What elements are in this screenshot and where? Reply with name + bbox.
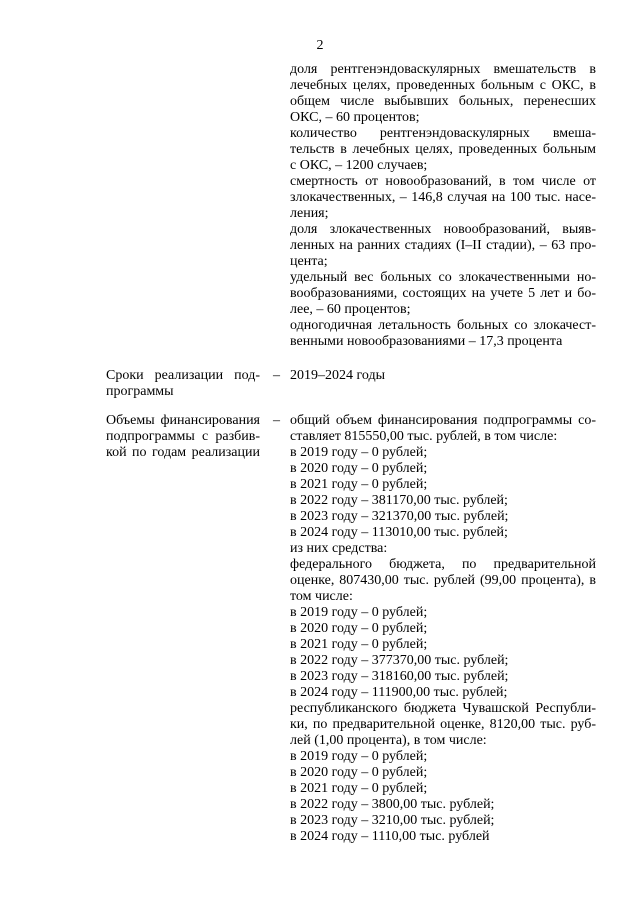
- indicator-line: одногодичная летальность больных со злокачест-: [290, 318, 596, 333]
- financing-label-line: кой по годам реализации: [106, 445, 260, 460]
- financing-line: в 2019 году – 0 рублей;: [290, 749, 428, 764]
- financing-line: в 2022 году – 377370,00 тыс. рублей;: [290, 653, 509, 668]
- financing-line: в 2022 году – 381170,00 тыс. рублей;: [290, 493, 508, 508]
- indicator-line: злокачественных, – 146,8 случая на 100 тыс. насе-: [290, 190, 596, 205]
- financing-line: в 2021 году – 0 рублей;: [290, 477, 428, 492]
- financing-line: в 2023 году – 3210,00 тыс. рублей;: [290, 813, 495, 828]
- financing-line: в 2020 году – 0 рублей;: [290, 765, 428, 780]
- financing-line: в 2020 году – 0 рублей;: [290, 461, 428, 476]
- financing-line: федерального бюджета, по предварительной: [290, 557, 596, 572]
- indicator-line: вообразованиями, состоящих на учете 5 лет и бо-: [290, 286, 596, 301]
- financing-line: из них средства:: [290, 541, 388, 556]
- financing-line: ки, по предварительной оценке, 8120,00 тыс. руб-: [290, 717, 596, 732]
- indicator-line: ления;: [290, 206, 329, 221]
- financing-line: в 2024 году – 113010,00 тыс. рублей;: [290, 525, 508, 540]
- indicator-line: венными новообразованиями – 17,3 процента: [290, 334, 563, 349]
- financing-line: общий объем финансирования подпрограммы со-: [290, 413, 596, 428]
- financing-line: в 2020 году – 0 рублей;: [290, 621, 428, 636]
- page-number: 2: [316, 38, 324, 53]
- financing-line: в 2021 году – 0 рублей;: [290, 781, 428, 796]
- terms-label-line: Сроки реализации под-: [106, 368, 260, 383]
- indicator-line: смертность от новообразований, в том числе от: [290, 174, 596, 189]
- financing-line: лей (1,00 процента), в том числе:: [290, 733, 487, 748]
- financing-line: ставляет 815550,00 тыс. рублей, в том числе:: [290, 429, 558, 444]
- financing-line: в 2019 году – 0 рублей;: [290, 445, 428, 460]
- financing-line: в 2023 году – 321370,00 тыс. рублей;: [290, 509, 509, 524]
- terms-label-line: программы: [106, 384, 174, 399]
- indicator-line: доля злокачественных новообразований, выяв-: [290, 222, 596, 237]
- financing-line: республиканского бюджета Чувашской Республи-: [290, 701, 596, 716]
- financing-line: в 2021 году – 0 рублей;: [290, 637, 428, 652]
- indicator-line: общем числе выбывших больных, перенесших: [290, 94, 596, 109]
- financing-line: в 2019 году – 0 рублей;: [290, 605, 428, 620]
- financing-line: оценке, 807430,00 тыс. рублей (99,00 процента), в: [290, 573, 596, 588]
- terms-value: 2019–2024 годы: [290, 368, 386, 383]
- indicator-line: тельств в лечебных целях, проведенных больным: [290, 142, 596, 157]
- indicator-line: ОКС, – 60 процентов;: [290, 110, 420, 125]
- indicator-line: ленных на ранних стадиях (I–II стадии), – 63 про-: [290, 238, 596, 253]
- indicator-line: доля рентгенэндоваскулярных вмешательств в: [290, 62, 596, 77]
- financing-line: в 2023 году – 318160,00 тыс. рублей;: [290, 669, 509, 684]
- terms-dash: –: [273, 368, 280, 383]
- indicator-line: лее, – 60 процентов;: [290, 302, 411, 317]
- indicator-line: с ОКС, – 1200 случаев;: [290, 158, 428, 173]
- financing-line: в 2024 году – 1110,00 тыс. рублей: [290, 829, 490, 844]
- financing-line: том числе:: [290, 589, 353, 604]
- financing-line: в 2024 году – 111900,00 тыс. рублей;: [290, 685, 508, 700]
- indicator-line: цента;: [290, 254, 328, 269]
- indicator-line: лечебных целях, проведенных больным с ОКС, в: [290, 78, 596, 93]
- indicator-line: количество рентгенэндоваскулярных вмеша-: [290, 126, 596, 141]
- financing-line: в 2022 году – 3800,00 тыс. рублей;: [290, 797, 495, 812]
- financing-label-line: Объемы финансирования: [106, 413, 260, 428]
- indicator-line: удельный вес больных со злокачественными но-: [290, 270, 596, 285]
- financing-dash: –: [273, 413, 280, 428]
- financing-label-line: подпрограммы с разбив-: [106, 429, 260, 444]
